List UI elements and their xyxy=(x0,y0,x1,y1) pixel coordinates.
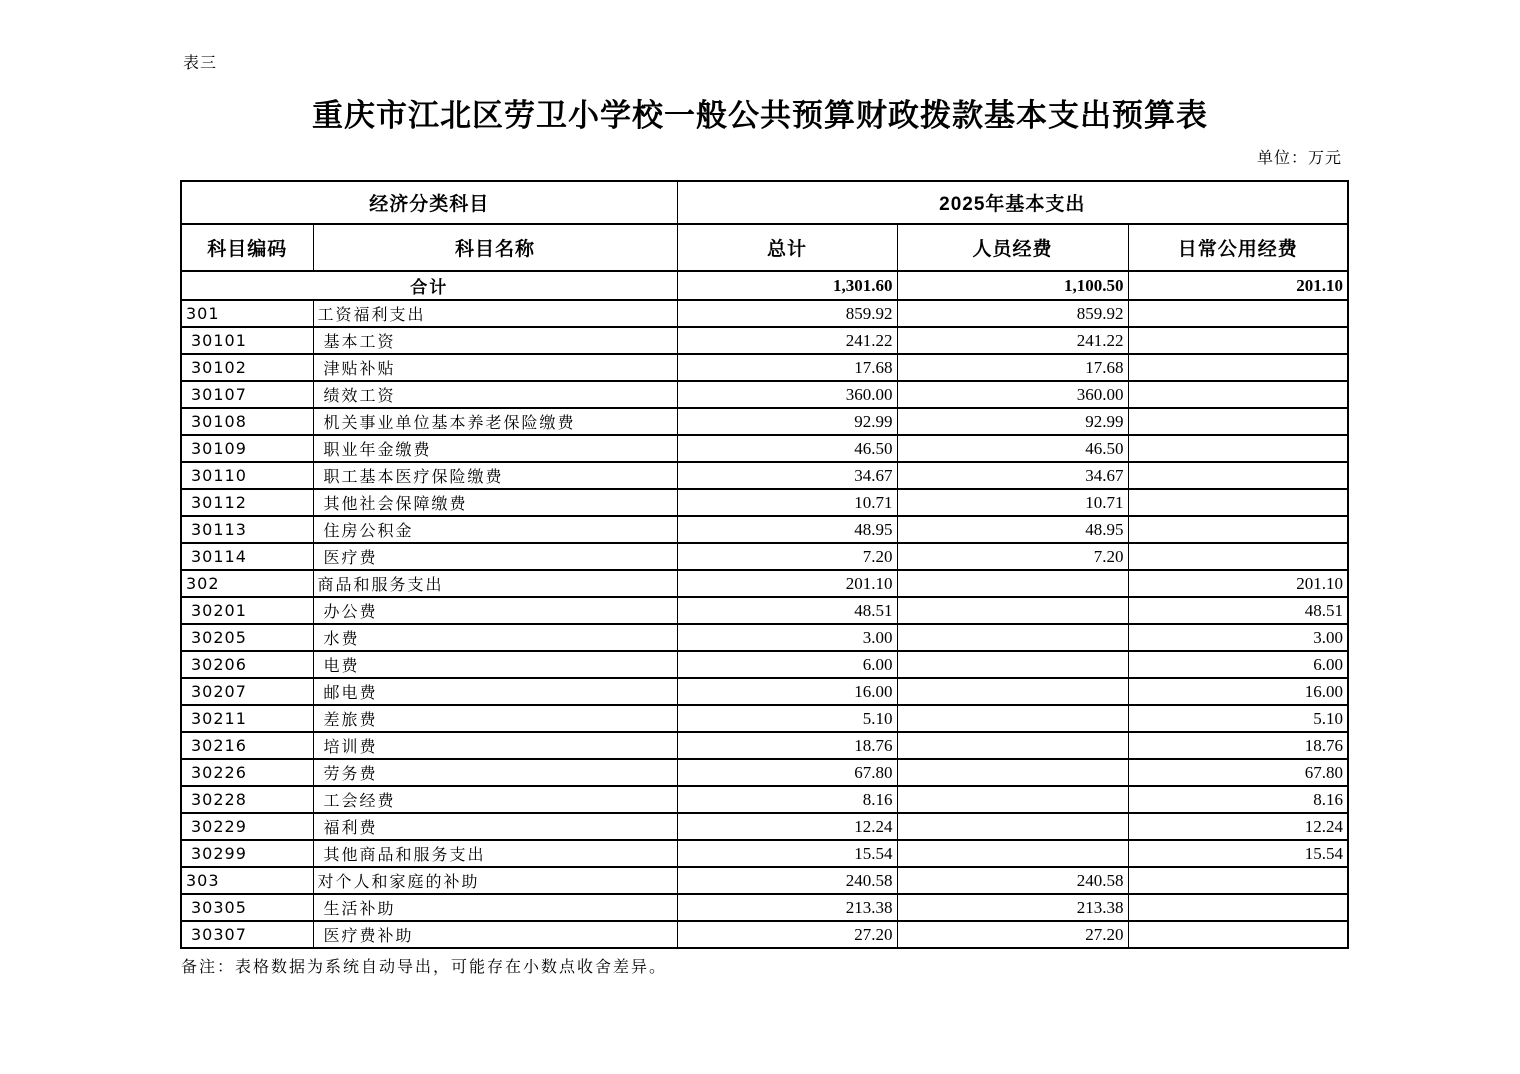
daily-amount-cell: 15.54 xyxy=(1128,840,1348,867)
daily-amount-cell xyxy=(1128,894,1348,921)
personnel-amount-cell xyxy=(897,732,1128,759)
sheet-label: 表三 xyxy=(183,55,218,72)
total-amount-cell: 3.00 xyxy=(677,624,897,651)
subject-code-cell: 30207 xyxy=(181,678,313,705)
subject-code-cell: 30228 xyxy=(181,786,313,813)
personnel-amount-cell: 241.22 xyxy=(897,327,1128,354)
daily-amount-cell xyxy=(1128,408,1348,435)
table-row xyxy=(181,570,1348,597)
table-row xyxy=(181,651,1348,678)
subject-name-cell: 差旅费 xyxy=(313,705,677,732)
total-row-label: 合计 xyxy=(181,271,677,300)
total-row-total-amount: 1,301.60 xyxy=(677,271,897,300)
personnel-amount-cell: 213.38 xyxy=(897,894,1128,921)
subject-code-cell: 30108 xyxy=(181,408,313,435)
total-amount-cell: 241.22 xyxy=(677,327,897,354)
subject-code-cell: 30307 xyxy=(181,921,313,948)
personnel-amount-cell: 7.20 xyxy=(897,543,1128,570)
personnel-amount-cell xyxy=(897,705,1128,732)
personnel-amount-cell: 46.50 xyxy=(897,435,1128,462)
daily-amount-cell xyxy=(1128,354,1348,381)
group-header-subject: 经济分类科目 xyxy=(181,181,677,224)
subject-code-cell: 30205 xyxy=(181,624,313,651)
table-row xyxy=(181,921,1348,948)
subject-name-cell: 职工基本医疗保险缴费 xyxy=(313,462,677,489)
personnel-amount-cell: 27.20 xyxy=(897,921,1128,948)
subject-code-cell: 30299 xyxy=(181,840,313,867)
personnel-amount-cell xyxy=(897,624,1128,651)
subject-code-cell: 30201 xyxy=(181,597,313,624)
table-row xyxy=(181,516,1348,543)
table-row xyxy=(181,543,1348,570)
total-amount-cell: 34.67 xyxy=(677,462,897,489)
personnel-amount-cell xyxy=(897,840,1128,867)
subject-code-cell: 30216 xyxy=(181,732,313,759)
column-header-row xyxy=(181,224,1348,271)
total-amount-cell: 27.20 xyxy=(677,921,897,948)
daily-amount-cell: 6.00 xyxy=(1128,651,1348,678)
daily-amount-cell xyxy=(1128,543,1348,570)
subject-code-cell: 30211 xyxy=(181,705,313,732)
subject-name-cell: 工资福利支出 xyxy=(313,300,677,327)
subject-code-cell: 30226 xyxy=(181,759,313,786)
subject-code-cell: 30102 xyxy=(181,354,313,381)
daily-amount-cell xyxy=(1128,327,1348,354)
subject-name-cell: 福利费 xyxy=(313,813,677,840)
subject-code-cell: 30114 xyxy=(181,543,313,570)
daily-amount-cell xyxy=(1128,489,1348,516)
subject-name-cell: 绩效工资 xyxy=(313,381,677,408)
total-row xyxy=(181,271,1348,300)
daily-amount-cell: 201.10 xyxy=(1128,570,1348,597)
daily-amount-cell: 18.76 xyxy=(1128,732,1348,759)
group-header-row xyxy=(181,181,1348,224)
table-row xyxy=(181,354,1348,381)
subject-name-cell: 住房公积金 xyxy=(313,516,677,543)
total-amount-cell: 15.54 xyxy=(677,840,897,867)
subject-code-cell: 30113 xyxy=(181,516,313,543)
total-amount-cell: 12.24 xyxy=(677,813,897,840)
table-row xyxy=(181,435,1348,462)
subject-code-cell: 302 xyxy=(181,570,313,597)
subject-name-cell: 商品和服务支出 xyxy=(313,570,677,597)
subject-name-cell: 办公费 xyxy=(313,597,677,624)
table-row xyxy=(181,408,1348,435)
personnel-amount-cell xyxy=(897,813,1128,840)
total-amount-cell: 18.76 xyxy=(677,732,897,759)
daily-amount-cell: 16.00 xyxy=(1128,678,1348,705)
total-amount-cell: 201.10 xyxy=(677,570,897,597)
table-row xyxy=(181,462,1348,489)
daily-amount-cell: 8.16 xyxy=(1128,786,1348,813)
group-header-expenditure: 2025年基本支出 xyxy=(677,181,1348,224)
daily-amount-cell xyxy=(1128,921,1348,948)
personnel-amount-cell: 92.99 xyxy=(897,408,1128,435)
budget-table xyxy=(180,180,1349,949)
total-amount-cell: 17.68 xyxy=(677,354,897,381)
total-amount-cell: 8.16 xyxy=(677,786,897,813)
column-header-code: 科目编码 xyxy=(181,224,313,271)
daily-amount-cell: 3.00 xyxy=(1128,624,1348,651)
subject-code-cell: 30109 xyxy=(181,435,313,462)
daily-amount-cell xyxy=(1128,381,1348,408)
daily-amount-cell xyxy=(1128,516,1348,543)
subject-name-cell: 其他社会保障缴费 xyxy=(313,489,677,516)
personnel-amount-cell: 10.71 xyxy=(897,489,1128,516)
total-amount-cell: 360.00 xyxy=(677,381,897,408)
personnel-amount-cell xyxy=(897,678,1128,705)
table-row xyxy=(181,813,1348,840)
column-header-daily: 日常公用经费 xyxy=(1128,224,1348,271)
total-amount-cell: 7.20 xyxy=(677,543,897,570)
table-row xyxy=(181,840,1348,867)
total-amount-cell: 48.51 xyxy=(677,597,897,624)
table-row xyxy=(181,300,1348,327)
total-row-daily-amount: 201.10 xyxy=(1128,271,1348,300)
subject-code-cell: 30112 xyxy=(181,489,313,516)
personnel-amount-cell xyxy=(897,651,1128,678)
column-header-total: 总计 xyxy=(677,224,897,271)
subject-code-cell: 30229 xyxy=(181,813,313,840)
total-amount-cell: 10.71 xyxy=(677,489,897,516)
total-amount-cell: 46.50 xyxy=(677,435,897,462)
table-row xyxy=(181,732,1348,759)
daily-amount-cell xyxy=(1128,300,1348,327)
subject-code-cell: 30206 xyxy=(181,651,313,678)
personnel-amount-cell: 240.58 xyxy=(897,867,1128,894)
subject-name-cell: 机关事业单位基本养老保险缴费 xyxy=(313,408,677,435)
subject-name-cell: 劳务费 xyxy=(313,759,677,786)
table-row xyxy=(181,381,1348,408)
daily-amount-cell xyxy=(1128,435,1348,462)
subject-name-cell: 职业年金缴费 xyxy=(313,435,677,462)
page-title: 重庆市江北区劳卫小学校一般公共预算财政拨款基本支出预算表 xyxy=(312,98,1208,133)
daily-amount-cell xyxy=(1128,867,1348,894)
subject-code-cell: 30110 xyxy=(181,462,313,489)
total-amount-cell: 5.10 xyxy=(677,705,897,732)
footnote: 备注：表格数据为系统自动导出，可能存在小数点收舍差异。 xyxy=(181,959,668,976)
subject-name-cell: 生活补助 xyxy=(313,894,677,921)
daily-amount-cell: 12.24 xyxy=(1128,813,1348,840)
subject-name-cell: 培训费 xyxy=(313,732,677,759)
table-body xyxy=(181,271,1348,948)
subject-name-cell: 津贴补贴 xyxy=(313,354,677,381)
personnel-amount-cell: 17.68 xyxy=(897,354,1128,381)
subject-code-cell: 30305 xyxy=(181,894,313,921)
subject-code-cell: 30101 xyxy=(181,327,313,354)
total-amount-cell: 67.80 xyxy=(677,759,897,786)
personnel-amount-cell: 859.92 xyxy=(897,300,1128,327)
daily-amount-cell xyxy=(1128,462,1348,489)
subject-name-cell: 基本工资 xyxy=(313,327,677,354)
personnel-amount-cell: 360.00 xyxy=(897,381,1128,408)
table-row xyxy=(181,597,1348,624)
total-amount-cell: 16.00 xyxy=(677,678,897,705)
table-row xyxy=(181,786,1348,813)
total-row-personnel-amount: 1,100.50 xyxy=(897,271,1128,300)
subject-code-cell: 30107 xyxy=(181,381,313,408)
total-amount-cell: 6.00 xyxy=(677,651,897,678)
total-amount-cell: 213.38 xyxy=(677,894,897,921)
personnel-amount-cell xyxy=(897,786,1128,813)
subject-name-cell: 工会经费 xyxy=(313,786,677,813)
table-row xyxy=(181,327,1348,354)
personnel-amount-cell: 48.95 xyxy=(897,516,1128,543)
personnel-amount-cell xyxy=(897,570,1128,597)
total-amount-cell: 240.58 xyxy=(677,867,897,894)
subject-name-cell: 对个人和家庭的补助 xyxy=(313,867,677,894)
table-row xyxy=(181,624,1348,651)
total-amount-cell: 859.92 xyxy=(677,300,897,327)
column-header-personnel: 人员经费 xyxy=(897,224,1128,271)
subject-name-cell: 其他商品和服务支出 xyxy=(313,840,677,867)
table-header xyxy=(181,181,1348,271)
table-row xyxy=(181,867,1348,894)
table-row xyxy=(181,705,1348,732)
subject-code-cell: 301 xyxy=(181,300,313,327)
table-row xyxy=(181,678,1348,705)
table-row xyxy=(181,894,1348,921)
table-row xyxy=(181,489,1348,516)
daily-amount-cell: 48.51 xyxy=(1128,597,1348,624)
daily-amount-cell: 67.80 xyxy=(1128,759,1348,786)
personnel-amount-cell xyxy=(897,597,1128,624)
subject-name-cell: 水费 xyxy=(313,624,677,651)
subject-name-cell: 电费 xyxy=(313,651,677,678)
personnel-amount-cell xyxy=(897,759,1128,786)
subject-name-cell: 医疗费补助 xyxy=(313,921,677,948)
subject-code-cell: 303 xyxy=(181,867,313,894)
total-amount-cell: 48.95 xyxy=(677,516,897,543)
total-amount-cell: 92.99 xyxy=(677,408,897,435)
personnel-amount-cell: 34.67 xyxy=(897,462,1128,489)
column-header-name: 科目名称 xyxy=(313,224,677,271)
subject-name-cell: 邮电费 xyxy=(313,678,677,705)
daily-amount-cell: 5.10 xyxy=(1128,705,1348,732)
table-row xyxy=(181,759,1348,786)
unit-note: 单位：万元 xyxy=(1256,150,1342,167)
subject-name-cell: 医疗费 xyxy=(313,543,677,570)
